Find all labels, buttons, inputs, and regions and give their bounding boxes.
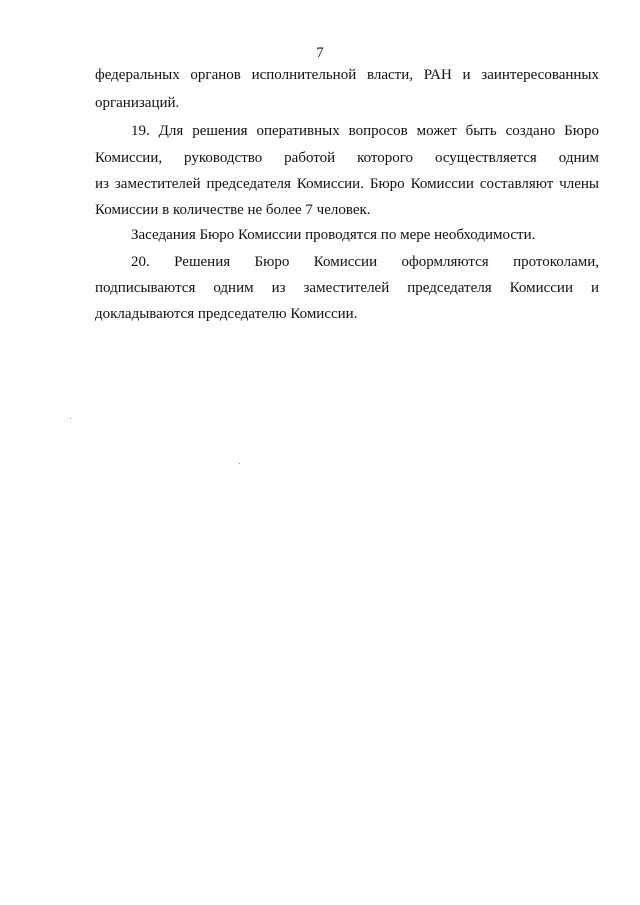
paragraph-19-line-4: Комиссии в количестве не более 7 человек. — [95, 202, 371, 218]
scan-speck — [239, 463, 240, 464]
paragraph-20-line-2: подписываются одним из заместителей председателя Комиссии и — [95, 280, 599, 296]
paragraph-19-line-3: из заместителей председателя Комиссии. Бюро Комиссии составляют члены — [95, 176, 599, 192]
paragraph-19-line-2: Комиссии, руководство работой которого осуществляется одним — [95, 150, 599, 166]
paragraph-19-line-1: 19. Для решения оперативных вопросов может быть создано Бюро — [131, 123, 599, 139]
text-line-1: федеральных органов исполнительной власти, РАН и заинтересованных — [95, 67, 599, 83]
paragraph-20-line-1: 20. Решения Бюро Комиссии оформляются протоколами, — [131, 254, 599, 270]
paragraph-20-line-3: докладываются председателю Комиссии. — [95, 306, 358, 322]
meetings-paragraph: Заседания Бюро Комиссии проводятся по мере необходимости. — [131, 227, 536, 243]
scan-speck — [70, 418, 71, 419]
page-number: 7 — [316, 45, 324, 61]
text-line-2: организаций. — [95, 95, 180, 111]
